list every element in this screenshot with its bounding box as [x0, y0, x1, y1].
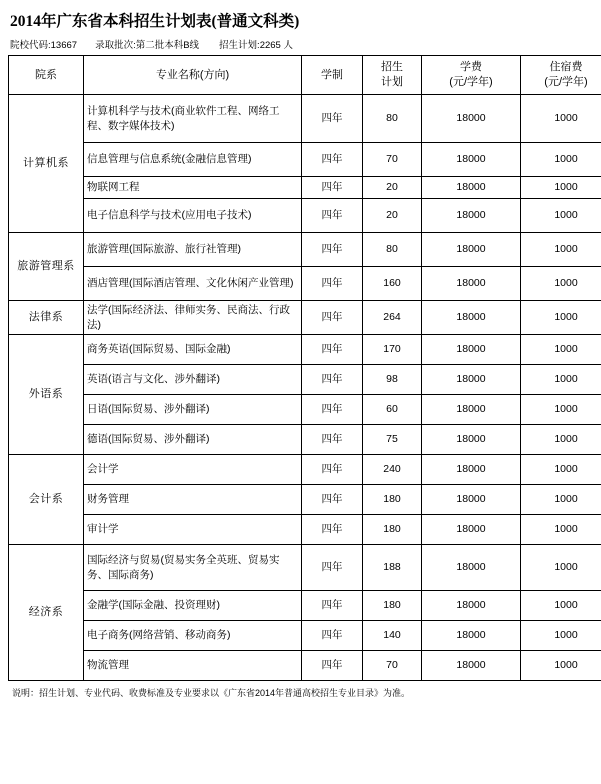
quota-cell: 80: [363, 95, 422, 143]
years-cell: 四年: [302, 365, 363, 395]
dept-cell: 外语系: [9, 335, 84, 455]
quota-cell: 60: [363, 395, 422, 425]
tuition-cell: 18000: [422, 365, 521, 395]
major-cell: 会计学: [84, 455, 302, 485]
table-row: [9, 515, 601, 545]
dept-cell: 旅游管理系: [9, 233, 84, 301]
quota-cell: 98: [363, 365, 422, 395]
dorm-cell: 1000: [521, 621, 601, 651]
dorm-cell: 1000: [521, 95, 601, 143]
dept-cell: 经济系: [9, 545, 84, 681]
table-row: [9, 95, 601, 143]
dorm-cell: 1000: [521, 365, 601, 395]
dorm-cell: 1000: [521, 455, 601, 485]
years-cell: 四年: [302, 621, 363, 651]
major-cell: 物流管理: [84, 651, 302, 681]
major-cell: 德语(国际贸易、涉外翻译): [84, 425, 302, 455]
col-header-dorm-line1: 住宿费: [549, 61, 583, 74]
dorm-cell: 1000: [521, 395, 601, 425]
tuition-cell: 18000: [422, 95, 521, 143]
years-cell: 四年: [302, 455, 363, 485]
plan-total: [219, 37, 293, 51]
years-cell: 四年: [302, 485, 363, 515]
dorm-cell: 1000: [521, 485, 601, 515]
years-cell: 四年: [302, 143, 363, 177]
tuition-cell: 18000: [422, 143, 521, 177]
major-cell: 国际经济与贸易(贸易实务全英班、贸易实务、国际商务): [84, 545, 302, 591]
tuition-cell: 18000: [422, 455, 521, 485]
dorm-cell: 1000: [521, 267, 601, 301]
tuition-cell: 18000: [422, 301, 521, 335]
col-header-years: 学制: [302, 56, 363, 95]
major-cell: 财务管理: [84, 485, 302, 515]
tuition-cell: 18000: [422, 395, 521, 425]
table-row: [9, 591, 601, 621]
quota-cell: 160: [363, 267, 422, 301]
major-cell: 旅游管理(国际旅游、旅行社管理): [84, 233, 302, 267]
tuition-cell: 18000: [422, 233, 521, 267]
tuition-cell: 18000: [422, 177, 521, 199]
col-header-quota-line2: 计划: [381, 76, 403, 88]
batch-label: 录取批次:: [95, 40, 136, 51]
table-row: [9, 395, 601, 425]
major-cell: 酒店管理(国际酒店管理、文化休闲产业管理): [84, 267, 302, 301]
tuition-cell: 18000: [422, 651, 521, 681]
dorm-cell: 1000: [521, 591, 601, 621]
dorm-cell: 1000: [521, 335, 601, 365]
school-code-value: 13667: [50, 40, 78, 51]
years-cell: 四年: [302, 301, 363, 335]
col-header-tuition: [422, 56, 521, 95]
table-row: [9, 335, 601, 365]
col-header-dorm: [521, 56, 601, 95]
dept-cell: 法律系: [9, 301, 84, 335]
dorm-cell: 1000: [521, 143, 601, 177]
major-cell: 电子信息科学与技术(应用电子技术): [84, 199, 302, 233]
dorm-cell: 1000: [521, 515, 601, 545]
quota-cell: 20: [363, 177, 422, 199]
tuition-cell: 18000: [422, 335, 521, 365]
years-cell: 四年: [302, 335, 363, 365]
quota-cell: 264: [363, 301, 422, 335]
years-cell: 四年: [302, 591, 363, 621]
table-row: [9, 199, 601, 233]
table-row: [9, 651, 601, 681]
school-code-label: 院校代码:: [10, 40, 51, 51]
major-cell: 物联网工程: [84, 177, 302, 199]
table-header: [9, 56, 601, 95]
years-cell: 四年: [302, 651, 363, 681]
dorm-cell: 1000: [521, 177, 601, 199]
dorm-cell: 1000: [521, 651, 601, 681]
years-cell: 四年: [302, 95, 363, 143]
plan-total-value: 2265 人: [259, 40, 293, 51]
batch-value: 第二批本科B线: [135, 40, 200, 51]
plan-total-label: 招生计划:: [219, 40, 260, 51]
table-row: [9, 365, 601, 395]
table-row: [9, 301, 601, 335]
tuition-cell: 18000: [422, 267, 521, 301]
table-row: [9, 267, 601, 301]
col-header-tuition-line1: 学费: [460, 61, 482, 74]
major-cell: 商务英语(国际贸易、国际金融): [84, 335, 302, 365]
quota-cell: 188: [363, 545, 422, 591]
batch: [95, 37, 199, 51]
col-header-dorm-line2: (元/学年): [544, 76, 588, 88]
quota-cell: 170: [363, 335, 422, 365]
dorm-cell: 1000: [521, 233, 601, 267]
table-note: 说明：招生计划、专业代码、收费标准及专业要求以《广东省2014年普通高校招生专业目录》为准。: [12, 688, 411, 698]
quota-cell: 75: [363, 425, 422, 455]
major-cell: 金融学(国际金融、投资理财): [84, 591, 302, 621]
table-row: [9, 143, 601, 177]
dorm-cell: 1000: [521, 199, 601, 233]
tuition-cell: 18000: [422, 545, 521, 591]
dorm-cell: 1000: [521, 425, 601, 455]
tuition-cell: 18000: [422, 621, 521, 651]
years-cell: 四年: [302, 199, 363, 233]
header-row: [9, 56, 601, 95]
years-cell: 四年: [302, 233, 363, 267]
tuition-cell: 18000: [422, 199, 521, 233]
table-row: [9, 485, 601, 515]
years-cell: 四年: [302, 177, 363, 199]
quota-cell: 180: [363, 515, 422, 545]
quota-cell: 70: [363, 143, 422, 177]
quota-cell: 70: [363, 651, 422, 681]
major-cell: 日语(国际贸易、涉外翻译): [84, 395, 302, 425]
admission-plan-table: [8, 55, 601, 681]
school-code: [10, 37, 77, 51]
col-header-quota: [363, 56, 422, 95]
quota-cell: 180: [363, 485, 422, 515]
quota-cell: 80: [363, 233, 422, 267]
years-cell: 四年: [302, 395, 363, 425]
years-cell: 四年: [302, 425, 363, 455]
col-header-dept: 院系: [9, 56, 84, 95]
years-cell: 四年: [302, 515, 363, 545]
col-header-major: 专业名称(方向): [84, 56, 302, 95]
table-body: [9, 95, 601, 681]
tuition-cell: 18000: [422, 425, 521, 455]
dorm-cell: 1000: [521, 301, 601, 335]
quota-cell: 180: [363, 591, 422, 621]
major-cell: 电子商务(网络营销、移动商务): [84, 621, 302, 651]
tuition-cell: 18000: [422, 515, 521, 545]
quota-cell: 240: [363, 455, 422, 485]
col-header-quota-line1: 招生: [381, 61, 403, 74]
table-row: [9, 233, 601, 267]
tuition-cell: 18000: [422, 485, 521, 515]
dorm-cell: 1000: [521, 545, 601, 591]
major-cell: 计算机科学与技术(商业软件工程、网络工程、数字媒体技术): [84, 95, 302, 143]
major-cell: 法学(国际经济法、律师实务、民商法、行政法): [84, 301, 302, 335]
quota-cell: 140: [363, 621, 422, 651]
document-meta: [10, 37, 593, 51]
col-header-tuition-line2: (元/学年): [449, 76, 493, 88]
table-row: [9, 177, 601, 199]
table-row: [9, 455, 601, 485]
table-row: [9, 621, 601, 651]
table-row: [9, 545, 601, 591]
table-row: [9, 425, 601, 455]
major-cell: 信息管理与信息系统(金融信息管理): [84, 143, 302, 177]
dept-cell: 会计系: [9, 455, 84, 545]
dept-cell: 计算机系: [9, 95, 84, 233]
page-title: 2014年广东省本科招生计划表(普通文科类): [10, 13, 300, 30]
years-cell: 四年: [302, 267, 363, 301]
major-cell: 审计学: [84, 515, 302, 545]
major-cell: 英语(语言与文化、涉外翻译): [84, 365, 302, 395]
years-cell: 四年: [302, 545, 363, 591]
tuition-cell: 18000: [422, 591, 521, 621]
quota-cell: 20: [363, 199, 422, 233]
